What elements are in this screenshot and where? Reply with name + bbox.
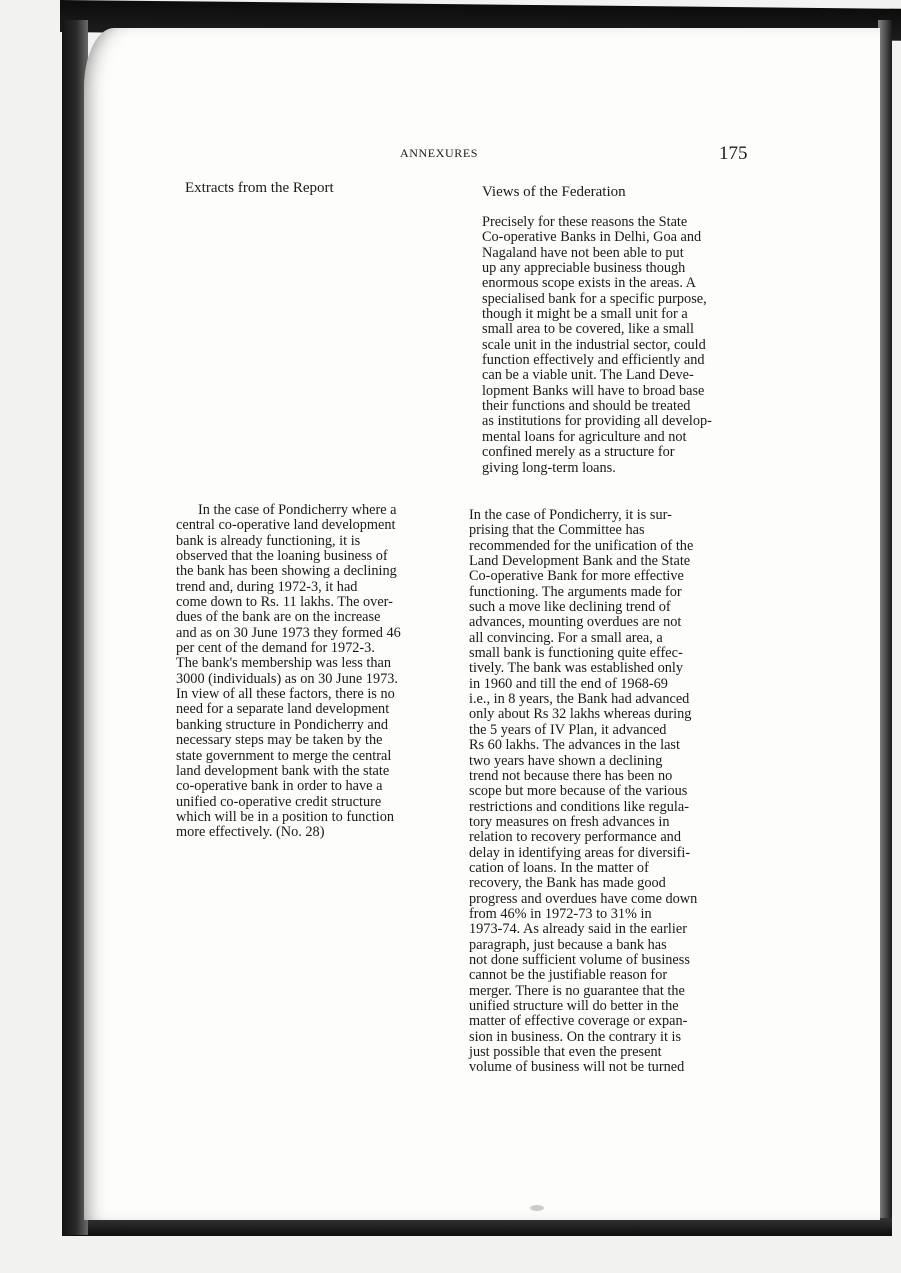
text-line: scope but more because of the various	[469, 783, 688, 800]
text-line: In the case of Pondicherry where a	[198, 502, 397, 518]
text-line: all convincing. For a small area, a	[469, 629, 663, 646]
federation-views-paragraph-1	[482, 215, 712, 476]
text-line: land development bank with the state	[176, 762, 390, 779]
text-line: volume of business will not be turned	[469, 1059, 685, 1076]
text-line: their functions and should be treated	[482, 398, 691, 415]
text-line: as institutions for providing all develop-	[482, 413, 712, 430]
text-line: In the case of Pondicherry, it is sur-	[469, 507, 672, 523]
text-line: recovery, the Bank has made good	[469, 875, 666, 892]
text-line: scale unit in the industrial sector, could	[482, 336, 706, 353]
text-line: Nagaland have not been able to put	[482, 244, 684, 261]
text-line: unified co-operative credit structure	[176, 793, 382, 810]
text-line: merger. There is no guarantee that the	[469, 982, 685, 999]
text-line: up any appreciable business though	[482, 260, 686, 277]
text-line: lopment Banks will have to broad base	[482, 382, 705, 399]
text-line: though it might be a small unit for a	[482, 306, 688, 323]
text-line: recommended for the unification of the	[469, 537, 694, 554]
text-line: enormous scope exists in the areas. A	[482, 275, 697, 292]
text-line: from 46% in 1972-73 to 31% in	[469, 905, 652, 922]
text-line: unified structure will do better in the	[469, 998, 679, 1014]
text-line: i.e., in 8 years, the Bank had advanced	[469, 691, 690, 708]
text-line: banking structure in Pondicherry and	[176, 716, 389, 733]
text-line: giving long-term loans.	[482, 459, 616, 476]
text-line: the 5 years of IV Plan, it advanced	[469, 721, 667, 738]
text-line: trend and, during 1972-3, it had	[176, 578, 358, 595]
text-line: observed that the loaning business of	[176, 548, 388, 565]
text-line: central co-operative land development	[176, 517, 396, 534]
scan-right-edge	[878, 20, 892, 1236]
report-extract-paragraph	[176, 503, 401, 841]
text-line: specialised bank for a specific purpose,	[482, 290, 707, 307]
text-line: state government to merge the central	[176, 747, 392, 764]
text-line: delay in identifying areas for diversifi-	[469, 844, 691, 861]
text-line: cannot be the justifiable reason for	[469, 967, 668, 984]
page-number: 175	[719, 143, 748, 164]
text-line: only about Rs 32 lakhs whereas during	[469, 706, 692, 723]
text-line: Rs 60 lakhs. The advances in the last	[469, 737, 680, 754]
scan-bottom-edge	[62, 1218, 892, 1236]
text-line: 1973-74. As already said in the earlier	[469, 921, 687, 938]
left-column-heading: Extracts from the Report	[185, 180, 334, 196]
text-line: sion in business. On the contrary it is	[469, 1028, 682, 1045]
text-line: progress and overdues have come down	[469, 890, 698, 907]
text-line: Co-operative Bank for more effective	[469, 568, 684, 585]
text-line: come down to Rs. 11 lakhs. The over-	[176, 594, 393, 611]
text-line: Precisely for these reasons the State	[482, 214, 688, 230]
text-line: which will be in a position to function	[176, 808, 394, 825]
text-line: trend not because there has been no	[469, 767, 673, 784]
text-line: paragraph, just because a bank has	[469, 936, 667, 953]
text-line: tory measures on fresh advances in	[469, 813, 670, 830]
text-line: 3000 (individuals) as on 30 June 1973.	[176, 670, 398, 687]
text-line: Land Development Bank and the State	[469, 553, 691, 570]
text-line: cation of loans. In the matter of	[469, 859, 649, 876]
text-line: necessary steps may be taken by the	[176, 732, 383, 749]
text-line: not done sufficient volume of business	[469, 951, 690, 968]
text-line: bank is already functioning, it is	[176, 532, 361, 549]
text-line: restrictions and conditions like regula-	[469, 798, 689, 815]
text-line: need for a separate land development	[176, 701, 390, 718]
text-line: the bank has been showing a declining	[176, 563, 397, 580]
text-line: two years have shown a declining	[469, 752, 663, 769]
federation-views-paragraph-2	[469, 508, 697, 1076]
text-line: per cent of the demand for 1972-3.	[176, 640, 375, 657]
text-line: more effectively. (No. 28)	[176, 824, 325, 841]
text-line: co-operative bank in order to have a	[176, 778, 383, 795]
text-line: small bank is functioning quite effec-	[469, 645, 683, 662]
text-line: dues of the bank are on the increase	[176, 609, 381, 626]
text-line: tively. The bank was established only	[469, 660, 684, 677]
text-line: The bank's membership was less than	[176, 655, 391, 672]
text-line: matter of effective coverage or expan-	[469, 1013, 688, 1030]
right-column-heading: Views of the Federation	[482, 184, 626, 200]
text-line: small area to be covered, like a small	[482, 321, 694, 338]
text-line: Co-operative Banks in Delhi, Goa and	[482, 229, 702, 246]
text-line: can be a viable unit. The Land Deve-	[482, 367, 694, 384]
text-line: in 1960 and till the end of 1968-69	[469, 675, 668, 692]
scan-smudge	[530, 1205, 544, 1211]
text-line: confined merely as a structure for	[482, 444, 675, 461]
text-line: function effectively and efficiently and	[482, 352, 705, 369]
text-line: relation to recovery performance and	[469, 829, 681, 846]
text-line: functioning. The arguments made for	[469, 583, 682, 600]
running-head: ANNEXURES	[400, 146, 479, 160]
text-line: mental loans for agriculture and not	[482, 428, 687, 445]
text-line: just possible that even the present	[469, 1044, 662, 1061]
text-line: advances, mounting overdues are not	[469, 614, 682, 631]
text-line: and as on 30 June 1973 they formed 46	[176, 624, 401, 641]
text-line: prising that the Committee has	[469, 522, 645, 539]
text-line: In view of all these factors, there is no	[176, 686, 395, 703]
text-line: such a move like declining trend of	[469, 599, 671, 616]
